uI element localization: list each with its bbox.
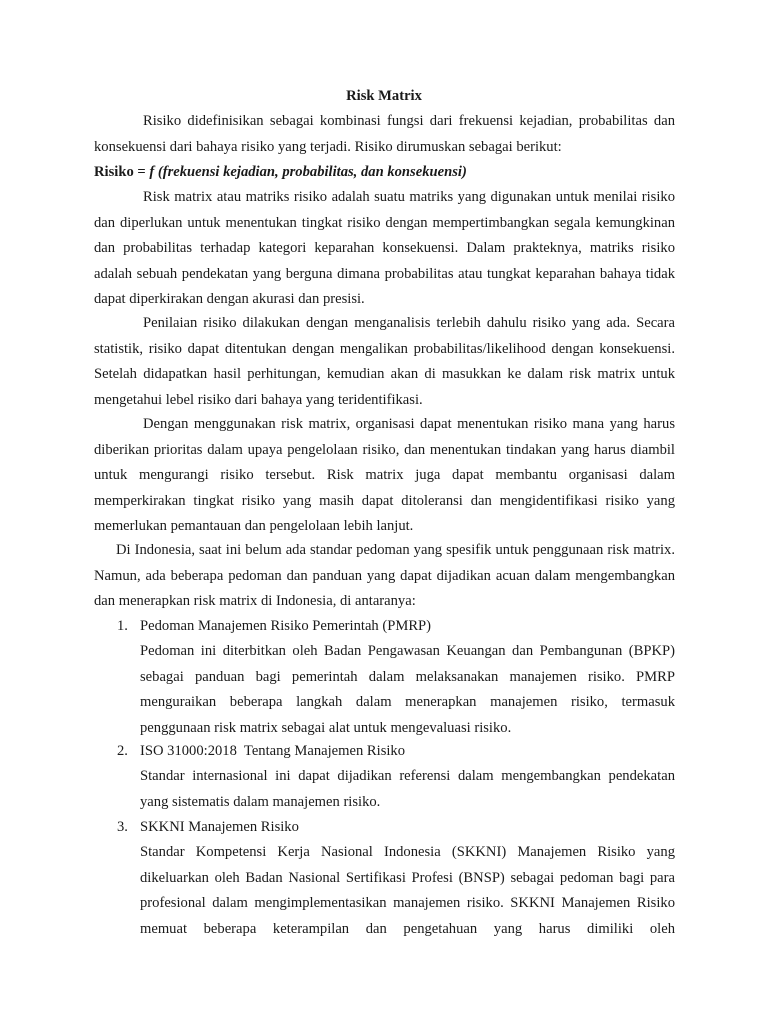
list-item-heading: ISO 31000:2018 Tentang Manajemen Risiko (140, 743, 406, 759)
paragraph-risk-matrix-usage: Dengan menggunakan risk matrix, organisasi dapat menentukan risiko mana yang harus diberikan prioritas dalam upaya pengelolaan risiko, dan menentukan tindakan yang harus diambil untuk mengurangi risiko tersebut. Risk matrix juga dapat membantu organisasi dalam memperkirakan tingkat risiko yang masih dapat ditoleransi dan mengidentifikasi risiko yang memerlukan pemantauan dan pengelolaan lebih lanjut. (94, 416, 675, 534)
list-number: 1. (117, 618, 128, 634)
list-number: 3. (117, 819, 128, 835)
list-item-heading: SKKNI Manajemen Risiko (140, 819, 299, 835)
document-title: Risk Matrix (346, 88, 422, 104)
risk-formula (94, 160, 694, 186)
paragraph-risk-assessment: Penilaian risiko dilakukan dengan menganalisis terlebih dahulu risiko yang ada. Secara statistik, risiko dapat ditentukan dengan mengalikan probabilitas/likelihood dengan konsekuensi. Setelah didapatkan hasil perhitungan, kemudian akan di masukkan ke dalam risk matrix untuk mengetahui lebel risiko dari bahaya yang teridentifikasi. (94, 315, 675, 408)
paragraph-indonesia: Di Indonesia, saat ini belum ada standar pedoman yang spesifik untuk penggunaan risk matrix. Namun, ada beberapa pedoman dan panduan yang dapat dijadikan acuan dalam mengembangkan dan menerapkan risk matrix di Indonesia, di antaranya: (94, 542, 675, 609)
paragraph-risk-definition: Risiko didefinisikan sebagai kombinasi fungsi dari frekuensi kejadian, probabilitas dan konsekuensi dari bahaya risiko yang terjadi. Risiko dirumuskan sebagai berikut: (94, 113, 675, 155)
paragraph-risk-matrix: Risk matrix atau matriks risiko adalah suatu matriks yang digunakan untuk menilai risiko dan diperlukan untuk menentukan tingkat risiko dengan mempertimbangkan segala kemungkinan dan probabilitas terhadap kategori keparahan konsekuensi. Dalam prakteknya, matriks risiko adalah sebuah pendekatan yang berguna dimana probabilitas atau tungkat keparahan bahaya tidak dapat diperkirakan dengan akurasi dan presisi. (94, 189, 675, 307)
risk-formula-prefix: Risiko = (94, 164, 150, 180)
risk-formula-expression: f (frekuensi kejadian, probabilitas, dan konsekuensi) (149, 164, 467, 180)
list-item-body: Pedoman ini diterbitkan oleh Badan Pengawasan Keuangan dan Pembangunan (BPKP) sebagai panduan bagi pemerintah dalam melaksanakan manajemen risiko. PMRP menguraikan beberapa langkah dalam menerapkan manajemen risiko, termasuk penggunaan risk matrix sebagai alat untuk mengevaluasi risiko. (140, 643, 675, 736)
list-item-heading: Pedoman Manajemen Risiko Pemerintah (PMRP) (140, 618, 432, 634)
list-number: 2. (117, 743, 128, 759)
list-item-body: Standar Kompetensi Kerja Nasional Indonesia (SKKNI) Manajemen Risiko yang dikeluarkan oleh Badan Nasional Sertifikasi Profesi (BNSP) sebagai pedoman bagi para profesional dalam mengimplementasikan manajemen risiko. SKKNI Manajemen Risiko memuat beberapa keterampilan dan pengetahuan yang harus dimiliki oleh (140, 844, 675, 937)
list-item-body: Standar internasional ini dapat dijadikan referensi dalam mengembangkan pendekatan yang sistematis dalam manajemen risiko. (140, 768, 675, 810)
